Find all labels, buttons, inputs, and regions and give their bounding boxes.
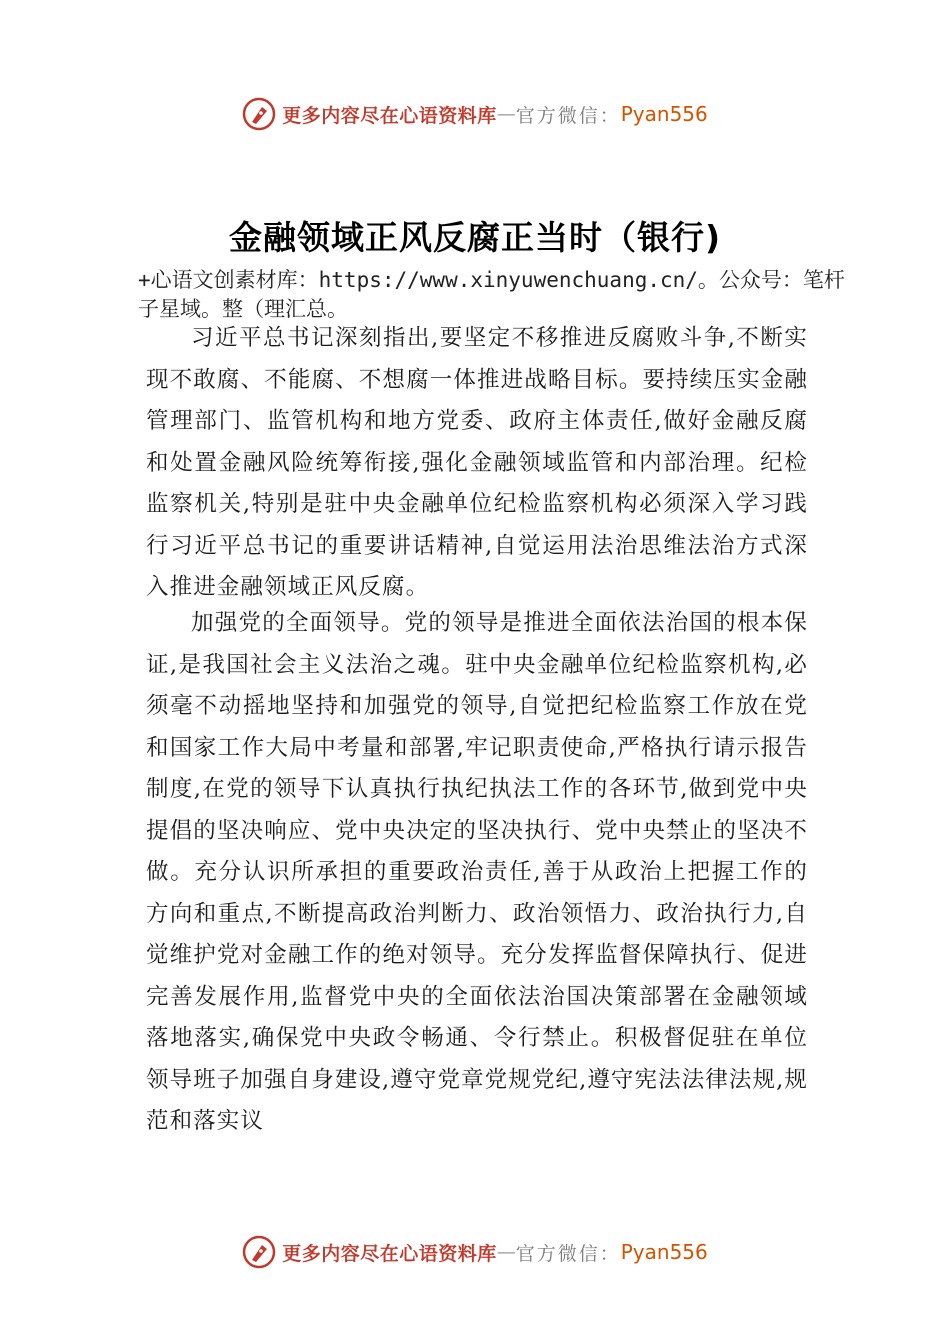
pen-nib-logo-icon <box>242 97 276 131</box>
banner-wechat-id: Pyan556 <box>620 1240 708 1264</box>
banner-main-text: 更多内容尽在心语资料库 <box>282 1242 497 1265</box>
paragraph-2: 加强党的全面领导。党的领导是推进全面依法治国的根本保证,是我国社会主义法治之魂。驻中央金融单位纪检监察机构,必须毫不动摇地坚持和加强党的领导,自觉把纪检监察工作放在党和国家工作大局中考量和部署,牢记职责使命,严格执行请示报告制度,在党的领导下认真执行执纪执法工作的各环节,做到党中央提倡的坚决响应、党中央决定的坚决执行、党中央禁止的坚决不做。充分认识所承担的重要政治责任,善于从政治上把握工作的方向和重点,不断提高政治判断力、政治领悟力、政治执行力,自觉维护党对金融工作的绝对领导。充分发挥监督保障执行、促进完善发展作用,监督党中央的全面依法治国决策部署在金融领域落地落实,确保党中央政令畅通、令行禁止。积极督促驻在单位领导班子加强自身建设,遵守党章党规党纪,遵守宪法法律法规,规范和落实议 <box>146 610 808 1134</box>
paragraph-1: 习近平总书记深刻指出,要坚定不移推进反腐败斗争,不断实现不敢腐、不能腐、不想腐一体推进战略目标。要持续压实金融管理部门、监管机构和地方党委、政府主体责任,做好金融反腐和处置金融风险统筹衔接,强化金融领域监管和内部治理。纪检监察机关,特别是驻中央金融单位纪检监察机构必须深入学习践行习近平总书记的重要讲话精神,自觉运用法治思维法治方式深入推进金融领域正风反腐。 <box>146 325 808 600</box>
banner-wechat-id: Pyan556 <box>620 102 708 126</box>
header-banner <box>0 94 950 134</box>
source-line: +心语文创素材库：https://www.xinyuwenchuang.cn/。公众号：笔杆子星域。整（理汇总。 <box>138 268 845 321</box>
banner-wechat-label: 官方微信： <box>515 104 621 127</box>
banner-main-text: 更多内容尽在心语资料库 <box>282 104 497 127</box>
banner-dash: — <box>496 103 516 125</box>
pen-nib-logo-icon <box>242 1235 276 1269</box>
document-title: 金融领域正风反腐正当时（银行) <box>228 218 722 257</box>
banner-dash: — <box>496 1241 516 1263</box>
footer-banner <box>0 1232 950 1272</box>
banner-wechat-label: 官方微信： <box>515 1242 621 1265</box>
